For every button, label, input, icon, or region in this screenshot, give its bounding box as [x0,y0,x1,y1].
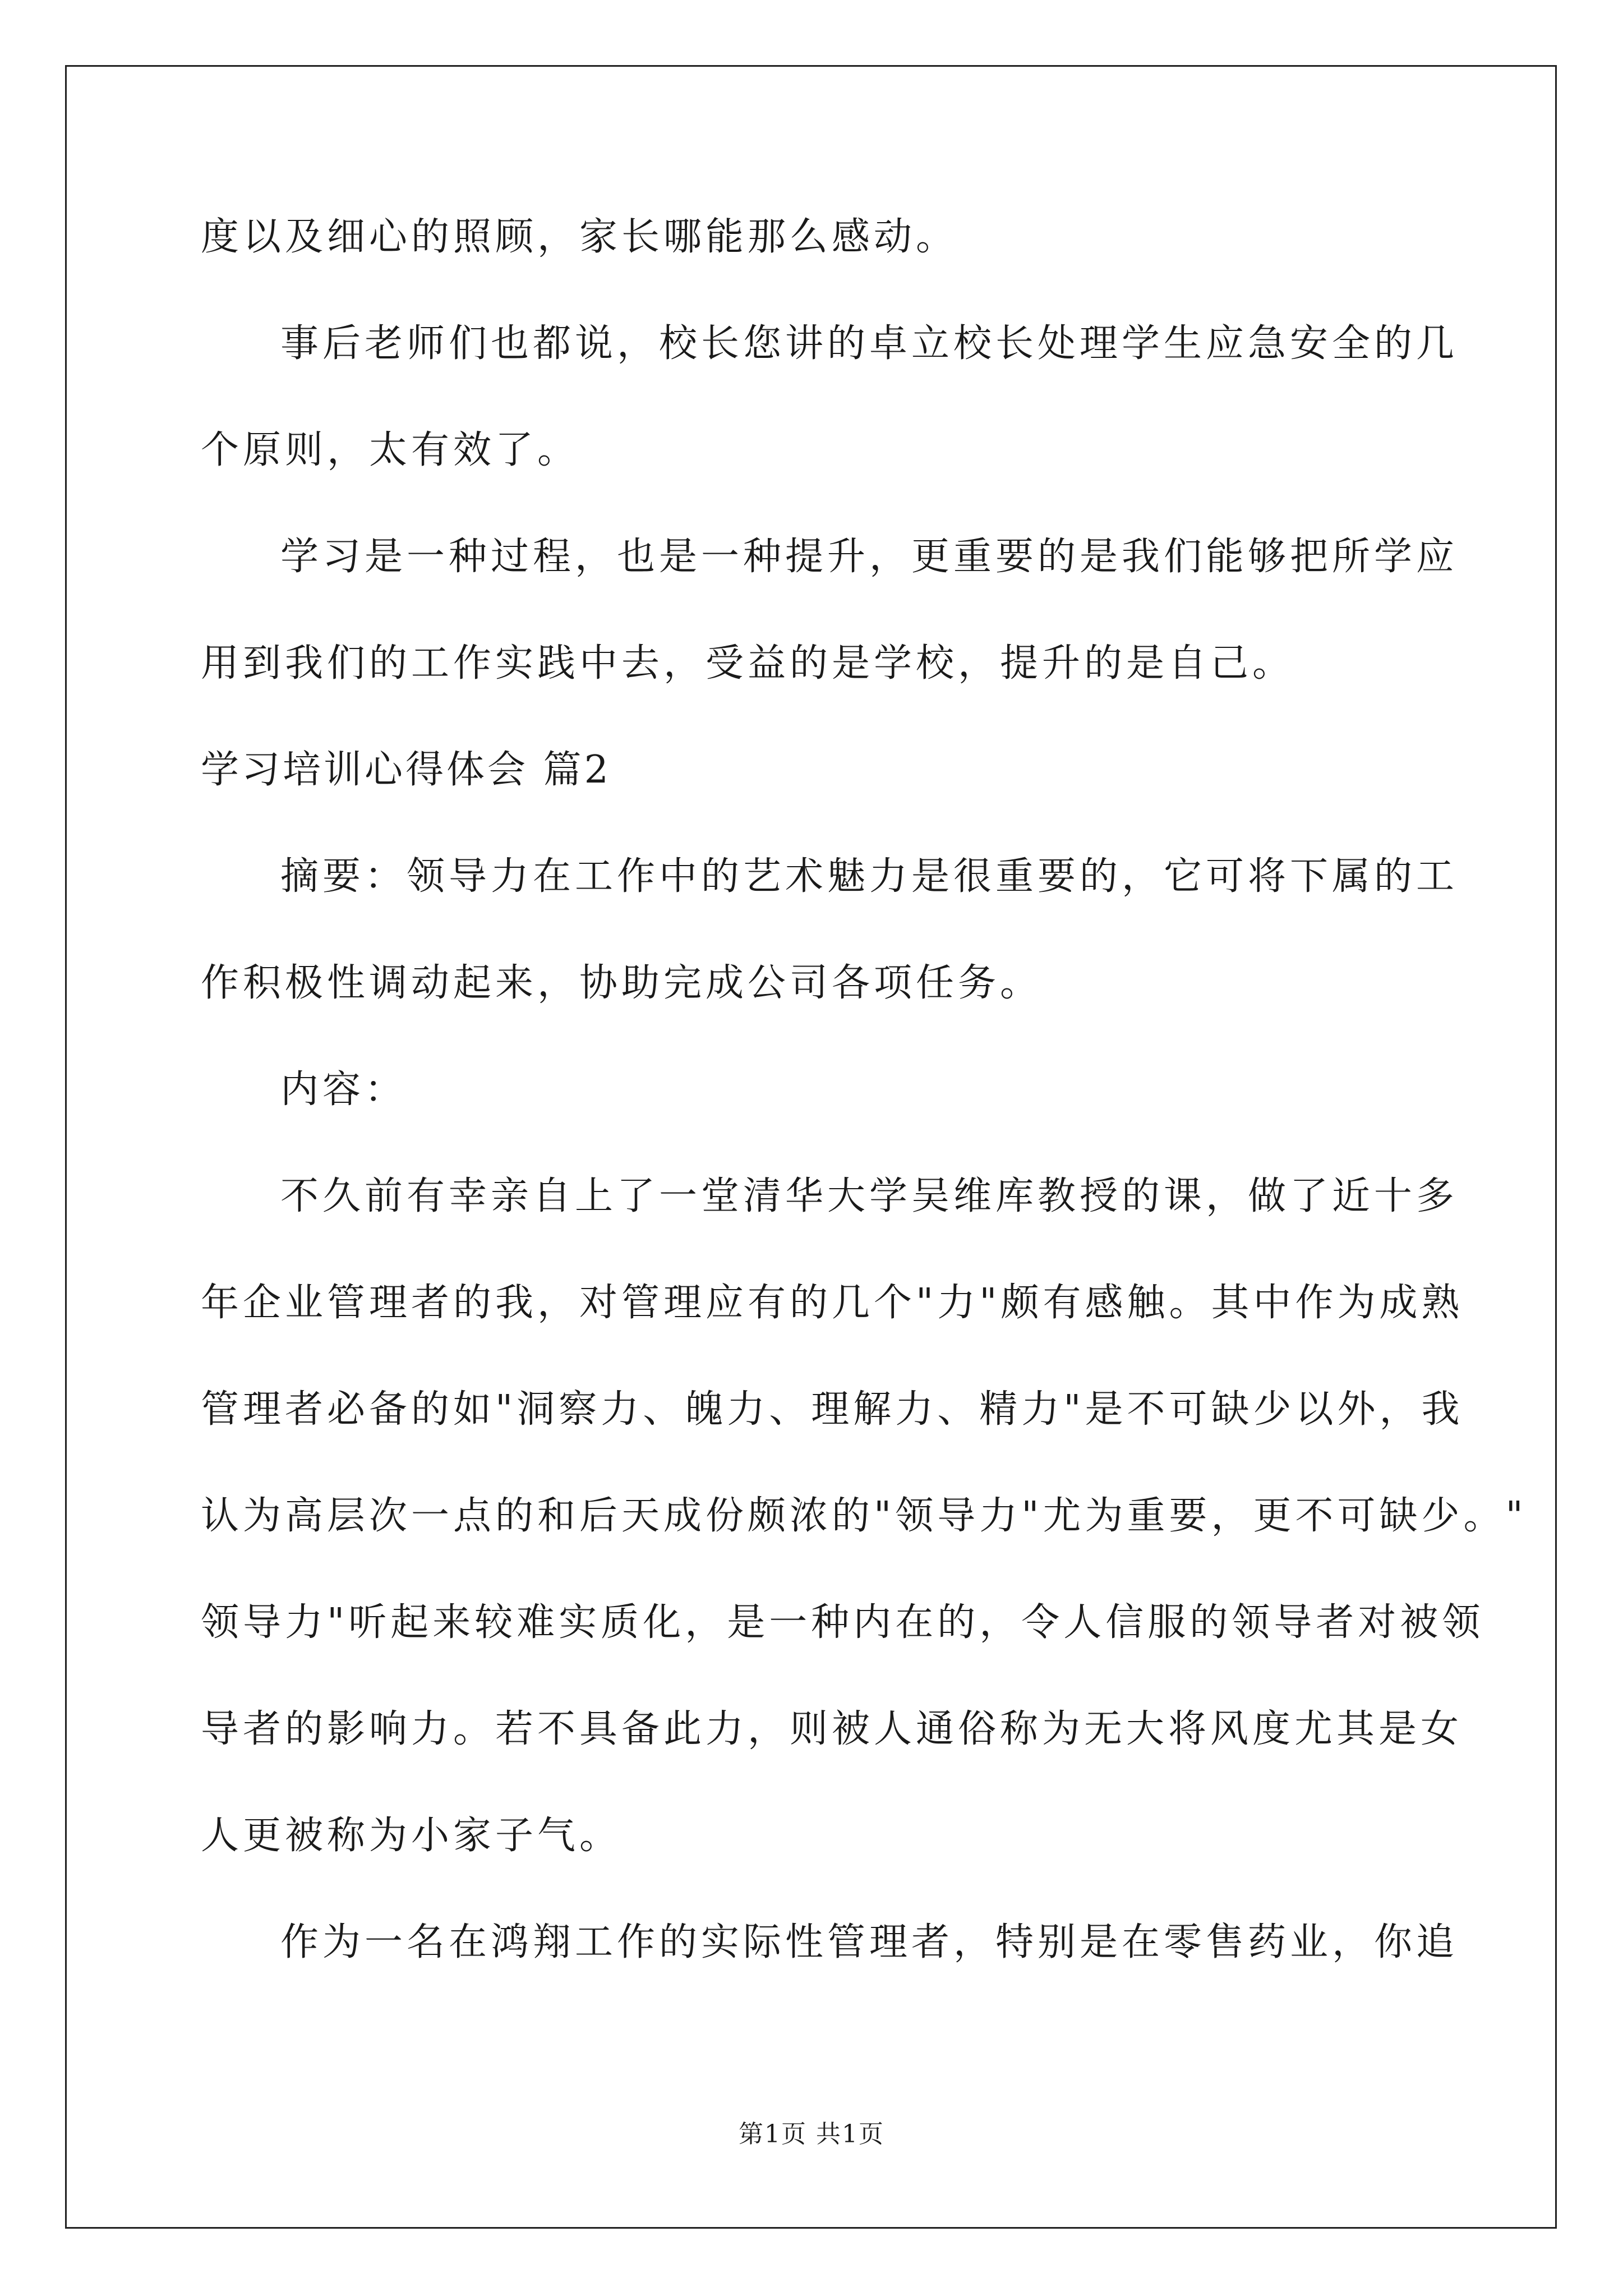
page-footer: 第1页 共1页 [739,2120,884,2148]
text-line: 摘要：领导力在工作中的艺术魅力是很重要的，它可将下属的工 [280,854,1459,899]
text-line: 认为高层次一点的和后天成份颇浓的"领导力"尤为重要，更不可缺少。" [201,1494,1527,1538]
text-line: 领导力"听起来较难实质化，是一种内在的，令人信服的领导者对被领 [201,1600,1484,1645]
text-line: 人更被称为小家子气。 [201,1814,622,1858]
text-line: 学习是一种过程，也是一种提升，更重要的是我们能够把所学应 [280,535,1459,579]
text-line: 导者的影响力。若不具备此力，则被人通俗称为无大将风度尤其是女 [201,1707,1463,1751]
text-line: 个原则，太有效了。 [201,428,580,472]
text-line: 年企业管理者的我，对管理应有的几个"力"颇有感触。其中作为成熟 [201,1281,1464,1325]
text-line: 作为一名在鸿翔工作的实际性管理者，特别是在零售药业，你追 [280,1920,1459,1964]
page-border [65,65,1557,2229]
text-line: 用到我们的工作实践中去，受益的是学校，提升的是自己。 [201,641,1295,685]
text-line: 度以及细心的照顾，家长哪能那么感动。 [201,215,958,259]
text-line: 不久前有幸亲自上了一堂清华大学吴维库教授的课，做了近十多 [280,1174,1459,1218]
text-line: 作积极性调动起来，协助完成公司各项任务。 [201,961,1043,1005]
text-line: 内容： [280,1068,407,1112]
section-heading: 学习培训心得体会 篇2 [201,748,611,792]
text-line: 管理者必备的如"洞察力、魄力、理解力、精力"是不可缺少以外，我 [201,1387,1464,1432]
text-line: 事后老师们也都说，校长您讲的卓立校长处理学生应急安全的几 [280,321,1459,366]
